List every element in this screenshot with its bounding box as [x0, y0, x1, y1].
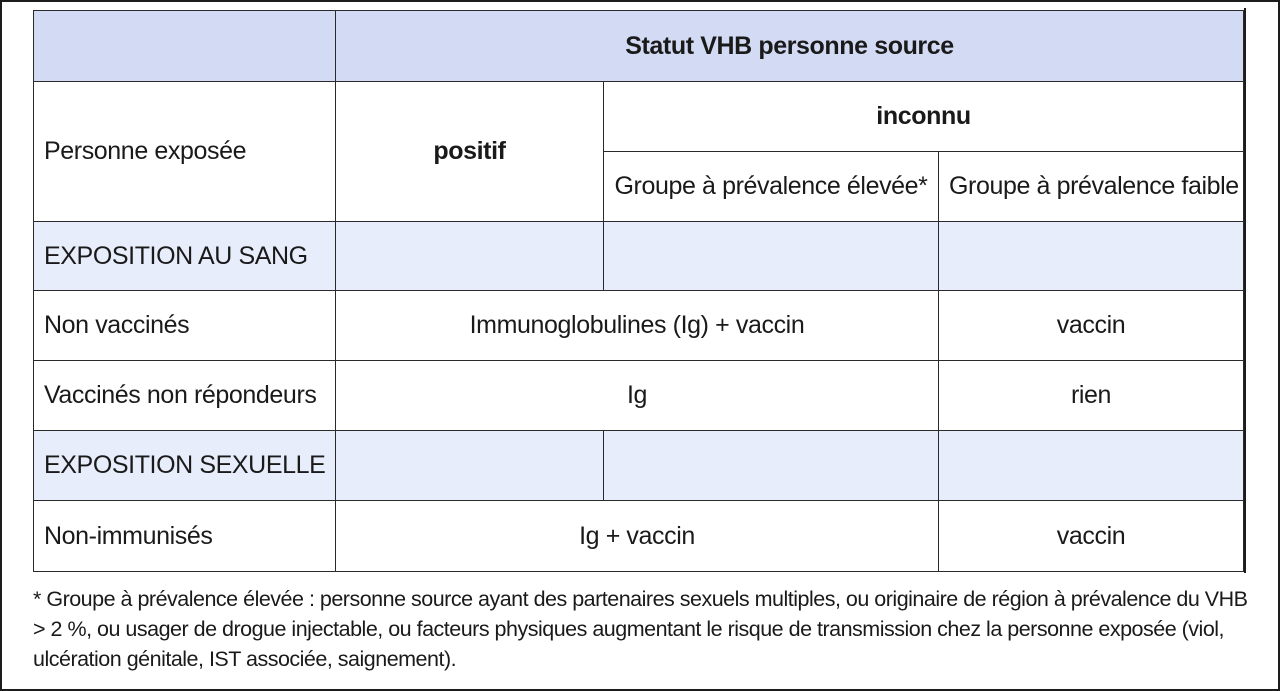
- positive-header: positif: [336, 82, 604, 222]
- section-blank-cell: [939, 222, 1244, 291]
- section-title-blood: EXPOSITION AU SANG: [34, 222, 336, 291]
- row-label: Non vaccinés: [34, 291, 336, 361]
- row-value-positive-high: Ig: [336, 361, 939, 431]
- footnote-line: * Groupe à prévalence élevée : personne source ayant des partenaires sexuels multiples, ou originaire de région à prévalence du VHB: [33, 587, 1248, 611]
- row-value-low: vaccin: [939, 291, 1244, 361]
- footnote-line: ulcération génitale, IST associée, saignement).: [33, 647, 457, 671]
- low-prevalence-header: Groupe à prévalence faible: [939, 152, 1244, 222]
- table-row: [34, 361, 1244, 431]
- row-value-low: vaccin: [939, 501, 1244, 572]
- section-blank-cell: [336, 431, 604, 501]
- hbv-prophylaxis-table: [33, 10, 1244, 572]
- row-label: Vaccinés non répondeurs: [34, 361, 336, 431]
- exposed-person-header: Personne exposée: [34, 82, 336, 222]
- section-blank-cell: [604, 431, 939, 501]
- corner-cell: [34, 11, 336, 82]
- source-status-header: Statut VHB personne source: [336, 11, 1244, 82]
- row-value-positive-high: Ig + vaccin: [336, 501, 939, 572]
- row-value-low: rien: [939, 361, 1244, 431]
- section-title-sexual: EXPOSITION SEXUELLE: [34, 431, 336, 501]
- section-blank-cell: [336, 222, 604, 291]
- table-row: [34, 501, 1244, 572]
- table-row: [34, 291, 1244, 361]
- table-right-rule: [1244, 8, 1246, 573]
- section-blank-cell: [939, 431, 1244, 501]
- high-prevalence-header: Groupe à prévalence élevée*: [604, 152, 939, 222]
- unknown-header: inconnu: [604, 82, 1244, 152]
- row-value-positive-high: Immunoglobulines (Ig) + vaccin: [336, 291, 939, 361]
- footnote-line: > 2 %, ou usager de drogue injectable, ou facteurs physiques augmentant le risque de transmission chez la personne exposée (viol,: [33, 617, 1225, 641]
- section-blank-cell: [604, 222, 939, 291]
- footnote: [33, 584, 1258, 674]
- row-label: Non-immunisés: [34, 501, 336, 572]
